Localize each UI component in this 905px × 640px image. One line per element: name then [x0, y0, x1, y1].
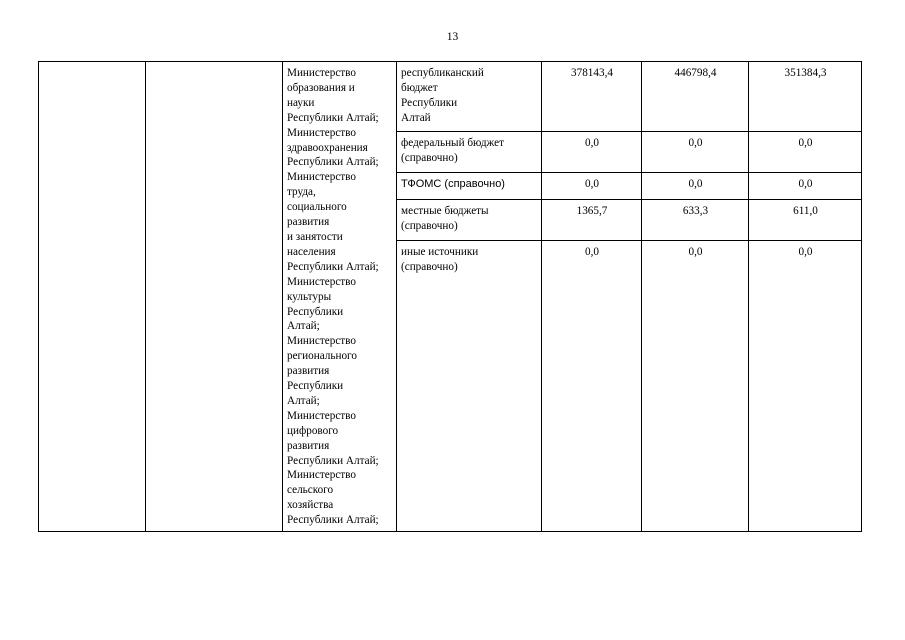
value-cell: 0,0 [542, 132, 642, 173]
funding-source-cell [397, 132, 542, 173]
executor-line: развития [287, 365, 330, 378]
executor-line: Министерство [287, 469, 356, 482]
funding-source-cell [397, 200, 542, 241]
executor-line: Республики [287, 380, 344, 393]
value-cell: 0,0 [642, 241, 749, 532]
value-cell: 446798,4 [642, 62, 749, 132]
executor-line: социального [287, 201, 347, 214]
executor-line: культуры [287, 290, 332, 303]
value-cell: 611,0 [749, 200, 862, 241]
funding-source-line: ТФОМС (справочно) [401, 178, 505, 190]
table-row [39, 62, 862, 132]
funding-source-line: (справочно) [401, 219, 458, 232]
empty-cell-col1 [39, 62, 146, 532]
executor-line: Республики Алтай; [287, 454, 379, 467]
page-number: 13 [446, 31, 459, 43]
executor-line: Министерство [287, 409, 356, 422]
executor-line: и занятости [287, 230, 343, 243]
executor-line: регионального [287, 350, 357, 363]
value-cell: 633,3 [642, 200, 749, 241]
funding-source-cell [397, 241, 542, 532]
executor-line: населения [287, 245, 336, 258]
executor-line: Министерство [287, 275, 356, 288]
executor-line: труда, [287, 186, 316, 199]
executor-line: сельского [287, 484, 334, 497]
executor-line: Министерство [287, 126, 356, 139]
funding-source-line: местные бюджеты [401, 205, 489, 217]
funding-source-line: (справочно) [401, 151, 458, 164]
executor-line: Министерство [287, 335, 356, 348]
funding-source-line: Республики [401, 96, 458, 109]
empty-cell-col2 [146, 62, 283, 532]
value-cell: 0,0 [542, 173, 642, 200]
executors-cell [283, 62, 397, 532]
funding-source-cell [397, 62, 542, 132]
value-cell: 0,0 [542, 241, 642, 532]
funding-source-cell [397, 173, 542, 200]
executor-line: Министерство [287, 171, 356, 184]
executor-line: Республики Алтай; [287, 260, 379, 273]
executor-line: развития [287, 439, 330, 452]
executor-line: цифрового [287, 424, 339, 437]
value-cell: 0,0 [749, 241, 862, 532]
executor-line: хозяйства [287, 499, 334, 512]
funding-source-line: республиканский [401, 67, 484, 79]
executor-line: Министерство [287, 67, 356, 79]
executor-line: Республики Алтай; [287, 156, 379, 169]
value-cell: 351384,3 [749, 62, 862, 132]
executor-line: здравоохранения [287, 141, 368, 154]
funding-source-line: бюджет [401, 81, 438, 94]
executor-line: развития [287, 216, 330, 229]
executor-line: науки [287, 96, 315, 109]
funding-source-line: (справочно) [401, 260, 458, 273]
executor-line: Республики Алтай; [287, 514, 379, 527]
funding-source-line: иные источники [401, 246, 479, 258]
value-cell: 378143,4 [542, 62, 642, 132]
executor-line: Республики Алтай; [287, 111, 379, 124]
value-cell: 0,0 [642, 173, 749, 200]
value-cell: 1365,7 [542, 200, 642, 241]
funding-source-line: федеральный бюджет [401, 137, 504, 149]
value-cell: 0,0 [749, 173, 862, 200]
executor-line: Алтай; [287, 394, 320, 407]
executor-line: Республики [287, 305, 344, 318]
budget-table [38, 61, 862, 532]
value-cell: 0,0 [749, 132, 862, 173]
funding-source-line: Алтай [401, 111, 431, 124]
executor-line: образования и [287, 81, 355, 94]
value-cell: 0,0 [642, 132, 749, 173]
executor-line: Алтай; [287, 320, 320, 333]
